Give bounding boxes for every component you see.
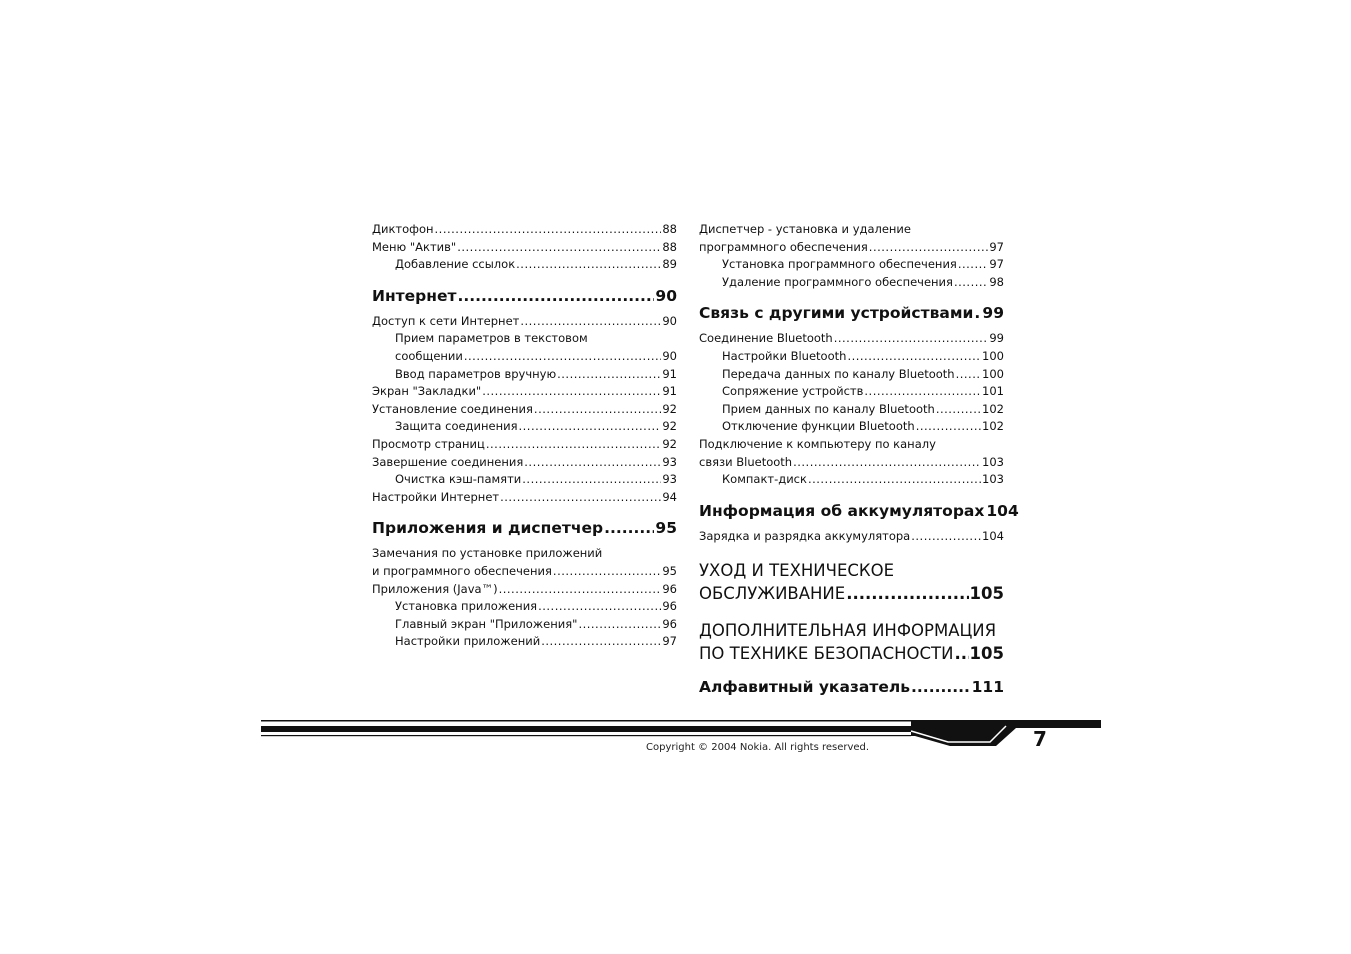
toc-section-page: 105 — [969, 584, 1004, 604]
toc-entry-title-line1: Прием параметров в текстовом — [395, 331, 588, 346]
toc-section-title-line2: ОБСЛУЖИВАНИЕ — [699, 584, 846, 604]
toc-entry-page: 102 — [982, 419, 1004, 434]
toc-entry-page: 104 — [982, 528, 1004, 543]
toc-section-page: 99 — [982, 304, 1004, 323]
toc-entry-title-line2: сообщении — [395, 348, 463, 363]
footer-thick-line — [261, 726, 911, 732]
toc-entry-page: 96 — [662, 616, 677, 631]
toc-entry-page: 88 — [662, 239, 677, 254]
toc-entry-page: 100 — [982, 348, 1004, 363]
toc-entry-page: 91 — [662, 366, 677, 381]
toc-entry-title-line1: Замечания по установке приложений — [372, 546, 603, 561]
toc-entry-title: Зарядка и разрядка аккумулятора — [699, 528, 911, 543]
toc-entry-title-line1: Подключение к компьютеру по каналу — [699, 436, 936, 451]
toc-entry-page: 97 — [989, 239, 1004, 254]
toc-section-title-line2: ПО ТЕХНИКЕ БЕЗОПАСНОСТИ — [699, 644, 954, 664]
toc-entry-title: Очистка кэш-памяти — [395, 472, 522, 487]
toc-entry-title: Доступ к сети Интернет — [372, 313, 520, 328]
toc-entry-title: Приложения (Java™) — [372, 581, 498, 596]
toc-entry-page: 103 — [982, 454, 1004, 469]
toc-entry-page: 92 — [662, 401, 677, 416]
toc-entry-title: Защита соединения — [395, 419, 518, 434]
toc-entry-title: Экран "Закладки" — [372, 384, 482, 399]
toc-section-title-line1: ДОПОЛНИТЕЛЬНАЯ ИНФОРМАЦИЯ — [699, 621, 997, 641]
toc-section-page: 105 — [969, 644, 1004, 664]
toc-entry-title: Завершение соединения — [372, 454, 524, 469]
page-number: 7 — [1033, 727, 1047, 751]
copyright-notice: Copyright © 2004 Nokia. All rights reserved. — [646, 742, 870, 753]
toc-entry-page: 91 — [662, 384, 677, 399]
toc-section-title-line1: УХОД И ТЕХНИЧЕСКОЕ — [699, 561, 895, 581]
toc-entry-page: 94 — [662, 489, 677, 504]
toc-entry-title: Установление соединения — [372, 401, 533, 416]
footer-thin-line-bottom — [261, 735, 911, 736]
toc-section-page: 111 — [971, 678, 1004, 697]
footer-thin-line-top — [261, 720, 911, 722]
toc-entry-page: 93 — [662, 472, 677, 487]
toc-entry-page: 90 — [662, 348, 677, 363]
toc-entry-title: Диктофон — [372, 222, 434, 236]
toc-entry-page: 88 — [662, 222, 677, 236]
toc-entry-title: Ввод параметров вручную — [395, 366, 557, 381]
toc-entry-title: Установка программного обеспечения — [722, 257, 957, 272]
toc-entry-title: Настройки Интернет — [372, 489, 500, 504]
toc-section-page: 90 — [655, 286, 677, 305]
toc-entry-page: 97 — [989, 257, 1004, 272]
toc-section-title: Приложения и диспетчер — [372, 519, 604, 538]
toc-entry-title: Сопряжение устройств — [722, 384, 864, 399]
toc-entry-title: Передача данных по каналу Bluetooth — [722, 366, 955, 381]
toc-entry-title: Отключение функции Bluetooth — [722, 419, 915, 434]
toc-entry-page: 102 — [982, 401, 1004, 416]
toc-entry-title-line2: связи Bluetooth — [699, 454, 793, 469]
toc-entry-page: 99 — [989, 331, 1004, 346]
toc-entry-title: Соединение Bluetooth — [699, 331, 833, 346]
toc-section-title: Связь с другими устройствами — [699, 304, 974, 323]
toc-section-title: Алфавитный указатель — [699, 678, 911, 697]
toc-entry-page: 95 — [662, 563, 677, 578]
toc-entry-page: 101 — [982, 384, 1004, 399]
toc-entry-page: 96 — [662, 581, 677, 596]
toc-section-title: Информация об аккумуляторах — [699, 501, 985, 520]
toc-entry-title-line1: Диспетчер - установка и удаление — [699, 222, 911, 236]
toc-entry-title: Компакт-диск — [722, 472, 807, 487]
toc-entry-title: Главный экран "Приложения" — [395, 616, 578, 631]
toc-entry-page: 98 — [989, 274, 1004, 289]
toc-entry-page: 90 — [662, 313, 677, 328]
toc-entry-page: 100 — [982, 366, 1004, 381]
toc-entry-page: 92 — [662, 436, 677, 451]
toc-entry-title: Установка приложения — [395, 599, 538, 614]
toc-entry-title: Настройки Bluetooth — [722, 348, 847, 363]
toc-entry-page: 97 — [662, 634, 677, 649]
toc-entry-title: Прием данных по каналу Bluetooth — [722, 401, 935, 416]
toc-entry-title-line2: программного обеспечения — [699, 239, 868, 254]
toc-entry-title: Меню "Актив" — [372, 239, 457, 254]
toc-entry-page: 96 — [662, 599, 677, 614]
toc-section-page: 95 — [655, 519, 677, 538]
toc-entry-title-line2: и программного обеспечения — [372, 563, 552, 578]
toc-entry-title: Удаление программного обеспечения — [722, 274, 953, 289]
toc-section-page: 104 — [986, 501, 1019, 520]
toc-entry-title: Настройки приложений — [395, 634, 541, 649]
toc-entry-title: Просмотр страниц — [372, 436, 485, 451]
toc-entry-page: 89 — [662, 257, 677, 272]
toc-entry-page: 92 — [662, 419, 677, 434]
toc-entry-page: 103 — [982, 472, 1004, 487]
toc-entry-page: 93 — [662, 454, 677, 469]
toc-entry-title: Добавление ссылок — [395, 257, 516, 272]
toc-section-title: Интернет — [372, 286, 457, 305]
